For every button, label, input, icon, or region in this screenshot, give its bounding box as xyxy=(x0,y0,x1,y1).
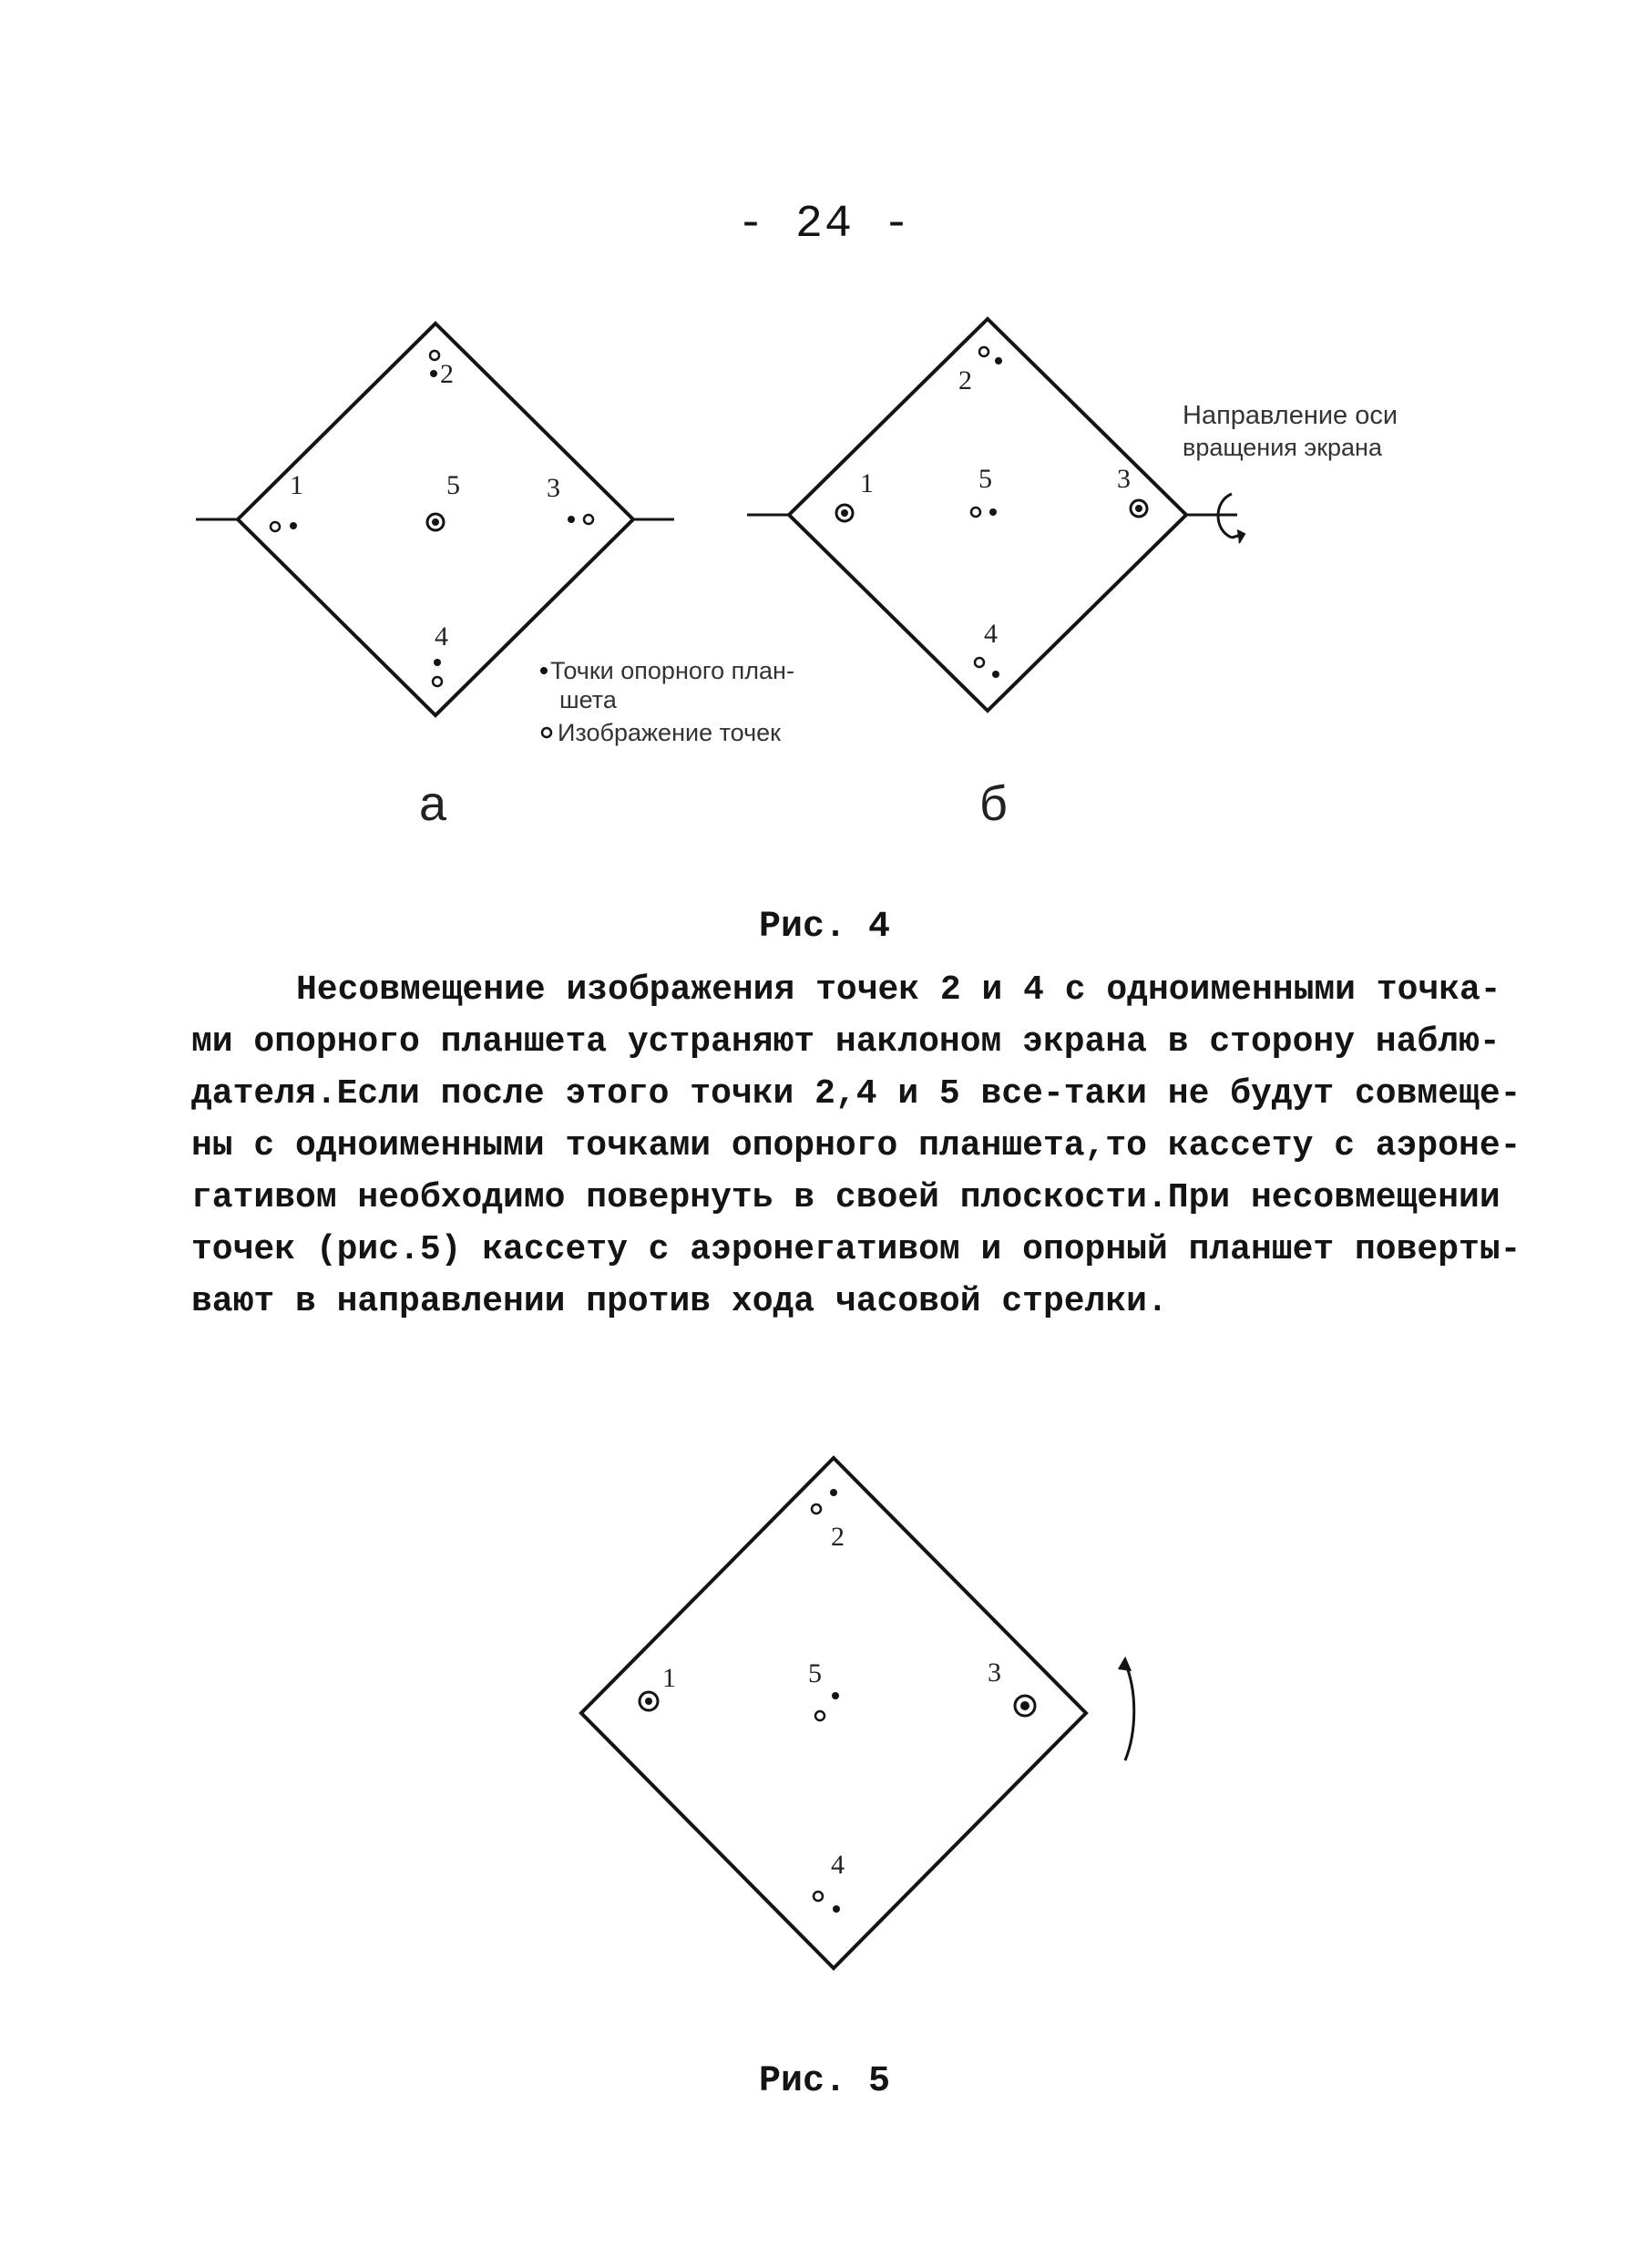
point-label-4-b: 4 xyxy=(984,619,998,649)
coincident-point-1-inner-b xyxy=(841,509,848,517)
figure-4-panel-b xyxy=(747,319,1398,831)
figure-5-caption: Рис. 5 xyxy=(758,2061,891,2102)
legend-reference-line1: Точки опорного план- xyxy=(550,657,794,684)
reference-point-5-fig5 xyxy=(832,1692,839,1699)
point-label-3-fig5: 3 xyxy=(988,1657,1001,1688)
paragraph-line: вают в направлении против хода часовой стрелки. xyxy=(191,1282,1168,1321)
legend-image: Изображение точек xyxy=(558,719,781,746)
point-label-2-fig5: 2 xyxy=(831,1522,845,1552)
point-label-5-a: 5 xyxy=(446,470,460,500)
point-label-2-b: 2 xyxy=(958,365,972,395)
paragraph-line: Несовмещение изображения точек 2 и 4 с одноименными точка- xyxy=(296,970,1501,1010)
image-point-2-b xyxy=(979,347,988,356)
rotation-axis-label-line1: Направление оси xyxy=(1183,401,1398,430)
point-label-1-a: 1 xyxy=(290,470,303,500)
paragraph-line: гативом необходимо повернуть в своей плоскости.При несовмещении xyxy=(191,1178,1500,1217)
reference-point-5-b xyxy=(989,508,997,516)
image-point-2-fig5 xyxy=(812,1504,821,1514)
figure-4-caption: Рис. 4 xyxy=(758,907,891,948)
panel-a-sublabel: а xyxy=(419,776,447,831)
image-point-2-a xyxy=(430,351,439,360)
reference-point-4-fig5 xyxy=(833,1905,840,1913)
paragraph-line: дателя.Если после этого точки 2,4 и 5 все-таки не будут совмеще- xyxy=(191,1074,1521,1113)
paragraph-line: точек (рис.5) кассету с аэронегативом и опорный планшет поверты- xyxy=(191,1230,1521,1269)
reference-point-2-a xyxy=(430,370,437,377)
point-label-4-a: 4 xyxy=(435,621,448,652)
point-label-5-b: 5 xyxy=(978,464,992,494)
rotation-arrowhead-icon xyxy=(1237,530,1244,543)
figure-5 xyxy=(0,1431,1649,2068)
counterclockwise-rotation-arrow-icon xyxy=(1125,1663,1134,1760)
image-point-4-b xyxy=(975,658,984,667)
point-label-3-a: 3 xyxy=(547,473,560,503)
point-label-4-fig5: 4 xyxy=(831,1850,845,1880)
image-point-5-b xyxy=(971,508,980,517)
page-number: - 24 - xyxy=(736,199,913,251)
point-label-5-fig5: 5 xyxy=(808,1658,822,1688)
coincident-point-5-inner-a xyxy=(432,518,439,526)
reference-point-4-a xyxy=(434,659,441,666)
legend-reference-line2: шета xyxy=(559,686,617,713)
point-label-2-a: 2 xyxy=(440,359,454,389)
reference-point-2-b xyxy=(995,357,1002,364)
legend-reference-marker xyxy=(540,667,548,674)
reference-point-4-b xyxy=(992,671,999,678)
body-paragraph xyxy=(191,964,1521,1328)
coincident-point-1-inner-fig5 xyxy=(645,1698,652,1705)
reference-point-3-a xyxy=(568,516,575,523)
rotation-axis-label-line2: вращения экрана xyxy=(1183,434,1382,461)
image-point-5-fig5 xyxy=(815,1711,824,1720)
paragraph-line: ми опорного планшета устраняют наклоном экрана в сторону наблю- xyxy=(191,1022,1500,1062)
image-point-1-a xyxy=(271,522,280,531)
figure-4-panel-a xyxy=(196,323,794,831)
point-label-1-fig5: 1 xyxy=(662,1663,676,1693)
rhombus-b xyxy=(789,319,1186,711)
image-point-4-a xyxy=(433,677,442,686)
image-point-3-a xyxy=(584,515,593,524)
paragraph-line: ны с одноименными точками опорного планшета,то кассету с аэроне- xyxy=(191,1126,1521,1165)
point-label-1-b: 1 xyxy=(860,468,874,498)
panel-b-sublabel: б xyxy=(979,776,1008,831)
counterclockwise-arrowhead-icon xyxy=(1119,1658,1131,1671)
image-point-4-fig5 xyxy=(814,1892,823,1901)
legend-image-marker xyxy=(542,728,551,737)
coincident-point-3-inner-fig5 xyxy=(1020,1701,1029,1710)
reference-point-1-a xyxy=(290,522,297,529)
reference-point-2-fig5 xyxy=(830,1489,837,1496)
point-label-3-b: 3 xyxy=(1117,464,1131,494)
coincident-point-3-inner-b xyxy=(1135,505,1142,512)
